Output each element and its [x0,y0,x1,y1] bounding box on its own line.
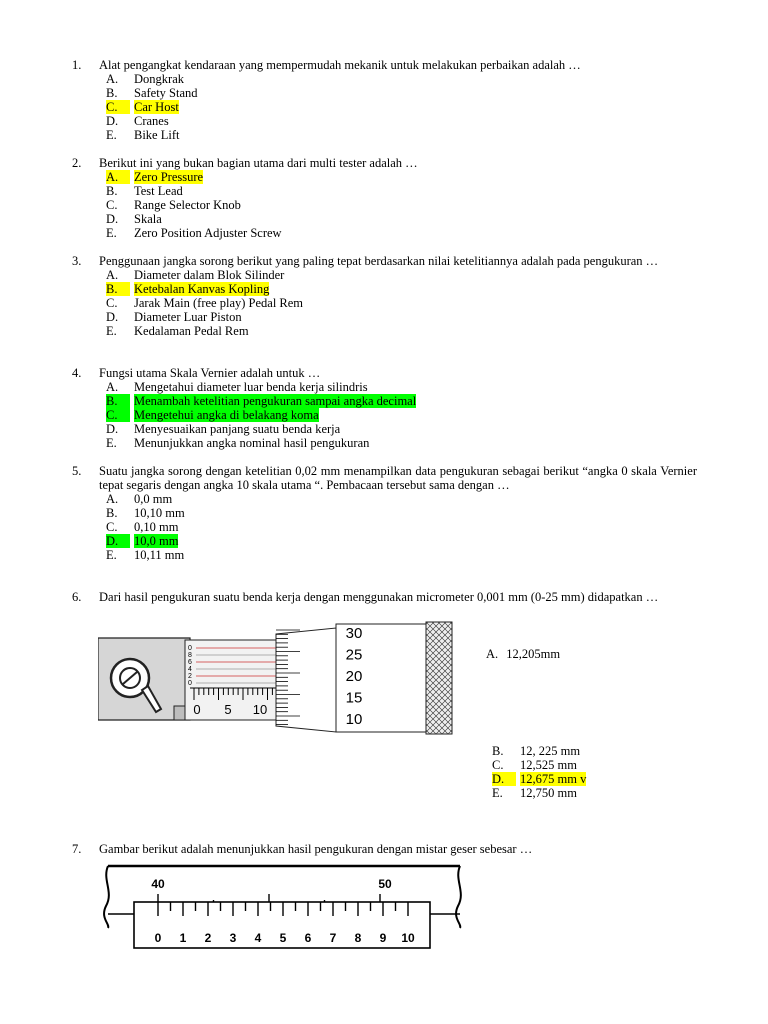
option-letter: A. [106,492,119,506]
option-text: Bike Lift [134,128,180,142]
question-number: 2. [72,156,82,170]
micrometer-drawing [98,620,458,738]
answer-option [106,548,697,562]
option-text: Cranes [134,114,169,128]
option-letter: B. [106,184,118,198]
option-text: 10,0 mm [134,534,179,548]
option-letter: A. [106,72,119,86]
option-letter: A. [106,268,119,282]
thimble-label: 10 [345,711,363,728]
vernier-label: 0 [188,645,192,652]
option-text: Ketebalan Kanvas Kopling [134,282,270,296]
question-text: Gambar berikut adalah menunjukkan hasil pengukuran dengan mistar geser sebesar … [99,842,533,856]
question-text: Penggunaan jangka sorong berikut yang paling tepat berdasarkan nilai ketelitiannya adalah pada pengukuran … [99,254,659,268]
option-text: Mengetahui diameter luar benda kerja silindris [134,380,368,394]
option-text: 12, 225 mm [520,744,581,758]
answer-option [106,72,697,86]
option-list [72,170,697,240]
answer-option [106,282,697,296]
answer-option [106,324,697,338]
option-text: Kedalaman Pedal Rem [134,324,249,338]
option-text: Dongkrak [134,72,184,86]
option-letter: D. [106,310,119,324]
option-text: Mengetehui angka di belakang koma [134,408,319,422]
answer-option [492,744,698,758]
question-text: Suatu jangka sorong dengan ketelitian 0,02 mm menampilkan data pengukuran sebagai berikut “angka 0 skala Vernier tepat segaris dengan angka 10 skala utama “. Pembacaan tersebut sama dengan … [99,464,697,492]
option-list [72,268,697,338]
vernier-scale-label: 5 [279,931,287,945]
option-text: Menyesuaikan panjang suatu benda kerja [134,422,341,436]
question-text: Dari hasil pengukuran suatu benda kerja dengan menggunakan micrometer 0,001 mm (0-25 mm) didapatkan … [99,590,659,604]
thimble-labels [346,625,363,728]
thimble-label: 15 [345,689,363,707]
vernier-label: 6 [188,659,192,666]
question-4 [72,366,697,450]
option-text: 10,10 mm [134,506,185,520]
q6-options [458,744,698,800]
option-text: 12,750 mm [520,786,577,800]
option-text: Zero Pressure [134,170,204,184]
option-text: 0,0 mm [134,492,173,506]
option-letter: B. [106,282,130,296]
option-list [72,492,697,562]
option-text: 10,11 mm [134,548,185,562]
option-text: Car Host [134,100,179,114]
option-letter: E. [106,548,117,562]
option-text: Diameter Luar Piston [134,310,242,324]
option-letter: A. [486,647,499,661]
question-text: Alat pengangkat kendaraan yang mempermudah mekanik untuk melakukan perbaikan adalah … [99,58,581,72]
option-letter: E. [106,324,117,338]
answer-option [106,268,697,282]
answer-option [106,520,697,534]
question-number: 6. [72,590,82,604]
question-6 [72,590,697,604]
option-letter: E. [492,786,503,800]
vernier-scale-label: 9 [379,931,387,945]
vernier-label: 0 [188,680,192,687]
option-letter: B. [106,86,118,100]
option-text: Range Selector Knob [134,198,241,212]
answer-option [106,114,697,128]
option-letter: C. [106,296,118,310]
option-letter: A. [106,170,130,184]
question-number: 3. [72,254,82,268]
option-letter: C. [106,408,130,422]
option-list [72,380,697,450]
thimble-label: 20 [345,668,363,685]
answer-option [106,100,697,114]
answer-option [492,786,698,800]
vernier-scale-label: 3 [229,931,237,945]
option-text: Skala [134,212,162,226]
answer-option [106,436,697,450]
vernier-scale-label: 7 [329,931,337,945]
option-letter: D. [106,422,119,436]
option-letter: D. [106,114,119,128]
option-list [458,744,698,800]
option-text: Safety Stand [134,86,198,100]
option-letter: B. [492,744,504,758]
option-letter: C. [106,100,130,114]
question-number: 1. [72,58,82,72]
vernier-scale-label: 0 [154,931,162,945]
option-text: Test Lead [134,184,183,198]
option-text: 0,10 mm [134,520,179,534]
vernier-label: 4 [188,666,192,673]
answer-option [106,226,697,240]
vernier-scale-label: 4 [254,931,262,945]
vernier-scale-label: 6 [304,931,312,945]
answer-option [492,758,698,772]
question-1 [72,58,697,142]
question-2 [72,156,697,240]
option-letter: E. [106,436,117,450]
answer-option [106,212,697,226]
answer-option [492,772,698,786]
answer-option [106,86,697,100]
sleeve-label: 10 [252,702,268,717]
question-7 [72,842,697,856]
main-scale-label: 50 [378,877,392,891]
option-text: 12,675 mm v [520,772,587,786]
answer-option [106,380,697,394]
option-text: 12,525 mm [520,758,577,772]
answer-option [106,184,697,198]
option-letter: B. [106,506,118,520]
answer-option [106,198,697,212]
vernier-labels [188,645,192,687]
option-letter: D. [106,212,119,226]
option-letter: C. [106,198,118,212]
option-letter: C. [492,758,504,772]
option-letter: D. [492,772,516,786]
option-text: 12,205mm [506,647,561,661]
answer-option [106,310,697,324]
answer-option [106,506,697,520]
thimble-label: 25 [345,646,363,664]
main-scale-label: 40 [151,877,165,891]
answer-option [106,492,697,506]
answer-option [106,394,697,408]
micrometer-figure [98,620,458,742]
answer-option [106,296,697,310]
option-letter: A. [106,380,119,394]
question-number: 7. [72,842,82,856]
caliper-drawing [100,862,466,954]
sleeve-label: 5 [224,702,232,717]
question-text: Fungsi utama Skala Vernier adalah untuk … [99,366,321,380]
question-5 [72,464,697,562]
option-text: Diameter dalam Blok Silinder [134,268,285,282]
question-number: 4. [72,366,82,380]
vernier-scale-label: 1 [179,931,187,945]
q6-option-a [486,647,646,661]
vernier-label: 8 [188,652,192,659]
question-number: 5. [72,464,82,478]
question-text: Berikut ini yang bukan bagian utama dari multi tester adalah … [99,156,418,170]
thimble-label: 30 [345,625,363,642]
question-3 [72,254,697,338]
vernier-scale-label: 8 [354,931,362,945]
answer-option [106,408,697,422]
option-letter: D. [106,534,130,548]
answer-option [106,128,697,142]
option-letter: C. [106,520,118,534]
option-letter: E. [106,226,117,240]
option-text: Menunjukkan angka nominal hasil pengukuran [134,436,370,450]
vernier-scale-label: 10 [401,931,415,945]
option-text: Zero Position Adjuster Screw [134,226,282,240]
answer-option [106,422,697,436]
option-letter: E. [106,128,117,142]
option-text: Menambah ketelitian pengukuran sampai angka decimal [134,394,417,408]
vernier-scale-label: 2 [204,931,212,945]
answer-option [106,534,697,548]
option-text: Jarak Main (free play) Pedal Rem [134,296,304,310]
sleeve-label: 0 [193,702,201,717]
answer-option [106,170,697,184]
option-letter: B. [106,394,130,408]
vernier-label: 2 [188,673,192,680]
option-list [72,72,697,142]
caliper-figure [100,862,466,958]
